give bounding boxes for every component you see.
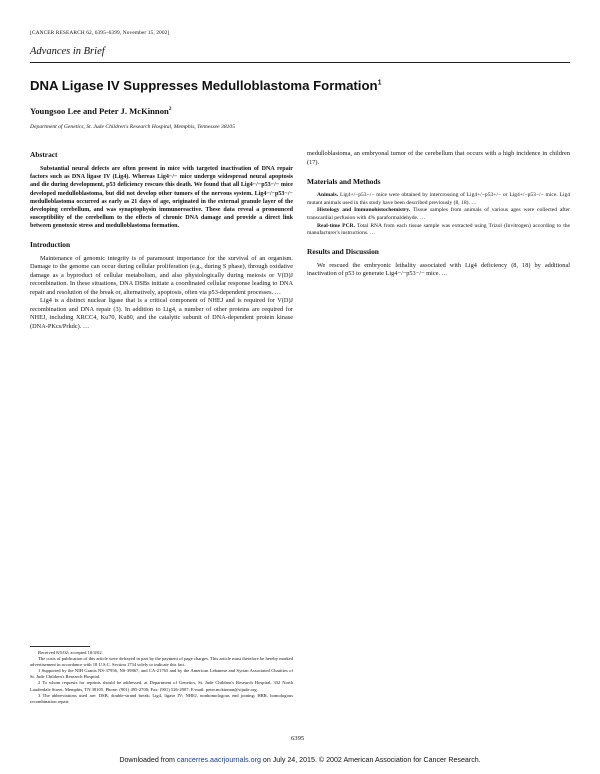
footer-prefix: Downloaded from (119, 756, 175, 764)
journal-citation: [CANCER RESEARCH 62, 6395–6399, November 15, 2002] (30, 30, 170, 36)
footnote-costs: The costs of publication of this article were defrayed in part by the payment of page charges. This article must therefore be hereby marked advertisement in accordance with 18 U.S.C. Section 1734 solely to indicate this fact. (30, 656, 293, 668)
histology-label: Histology and Immunohistochemistry. (317, 207, 411, 214)
continuation-text: medulloblastoma, an embryonal tumor of the cerebellum that occurs with a high incidence in children (17). (307, 150, 570, 166)
page-number: 6395 (291, 735, 305, 742)
histology-text: Tissue samples from animals of various ages were collected after transcardial perfusion with 4% paraformaldehyde. … (307, 207, 570, 221)
abstract-text: Substantial neural defects are often present in mice with targeted inactivation of DNA repair factors such as DNA ligase IV (Lig4). Whereas Lig4−/− mice undergo widespread neural apoptosis and die during development, p53 deficiency rescues this death. We found that all Lig4−/−p53−/− mice developed medulloblastoma, but did not develop other tumors of the nervous system. Lig4−/−p53−/− medulloblastoma occurred as early as 21 days of age, originated in the external granule layer of the developing cerebellum, and was synaptophysin immunoreactive. These data reveal a pronounced susceptibility of the cerebellum to the effects of chronic DNA damage and provide a direct link between genotoxic stress and medulloblastoma formation. (30, 166, 293, 230)
introduction-heading: Introduction (30, 239, 71, 249)
abstract-heading: Abstract (30, 150, 58, 159)
footnote-rule (30, 646, 90, 647)
animals-label: Animals. (317, 192, 339, 199)
histology-paragraph (307, 207, 570, 222)
footnote-3: 3 The abbreviations used are: DSB, double-strand break; Lig4, ligase IV; NHEJ, nonhomologous end joining; HRR, homologous recombination repair. (30, 692, 293, 704)
results-text: We rescued the embryonic lethality associated with Lig4 deficiency (8, 18) by additional inactivation of p53 to generate Lig4−/−p53−/− mice. … (307, 261, 570, 278)
left-column (30, 150, 293, 332)
introduction-paragraph-2: Lig4 is a distinct nuclear ligase that is a critical component of NHEJ and is required for V(D)J recombination and DNA repair (3). In addition to Lig4, a number of other proteins are required for NHEJ, including XRCC4, Ku70, Ku80, and the catalytic subunit of DNA-dependent protein kinase (DNA-PKcs/Prkdc). … (30, 297, 293, 330)
title-text: DNA Ligase IV Suppresses Medulloblastoma Formation (30, 78, 378, 93)
animals-text: Lig4+/−p53−/− mice were obtained by intercrossing of Lig4+/−p53+/− or Lig4+/−p53−/− mice. Lig4 mutant animals used in this study have been described previously (8, 18). … (307, 192, 571, 206)
download-footer (0, 756, 600, 764)
right-column (307, 150, 570, 279)
footnote-2: 2 To whom requests for reprints should be addressed, at Department of Genetics, St. Jude Children's Research Hospital, 332 North Lauderdale Street, Memphis, TN 38105. Phone: (901) 495-2700; Fax: (901) 526-2907; E-mail: peter.mckinnon@stjude.org. (30, 680, 293, 692)
pcr-text: Total RNA from each tissue sample was extracted using Trizol (Invitrogen) according to the manufacturer's instructions. … (307, 222, 570, 237)
footnotes (30, 646, 293, 705)
received-date: Received 8/5/02; accepted 10/4/02. (38, 650, 103, 655)
pcr-paragraph (307, 223, 570, 238)
header-rule (30, 62, 570, 63)
affiliation: Department of Genetics, St. Jude Children's Research Hospital, Memphis, Tennessee 38105 (30, 124, 236, 130)
introduction-paragraph-1: Maintenance of genomic integrity is of paramount importance for the survival of an organism. Damage to the genome can occur during cellular proliferation (e.g., during S phase), through oxidative damage as a byproduct of cellular metabolism, and also physiologically during meiosis or V(D)J recombination. In these situations, DNA DSBs initiate a coordinated cellular response leading to DNA repair and resolution of the break or, alternatively, apoptosis, often via p53-dependent processes. … (30, 254, 293, 296)
author-names: Youngsoo Lee and Peter J. McKinnon (30, 106, 169, 116)
authors (30, 106, 172, 116)
title-footnote-marker: 1 (377, 79, 382, 87)
footer-journal-link[interactable]: cancerres.aacrjournals.org (176, 756, 261, 764)
footer-suffix: on July 24, 2015. © 2002 American Association for Cancer Research. (262, 756, 481, 764)
results-heading: Results and Discussion (307, 246, 379, 256)
footnote-1: 1 Supported by the NIH Grants NS-37956, NS-39867, and CA-21765 and by the American Lebanese and Syrian Associated Charities of St. Jude Children's Research Hospital. (30, 668, 293, 680)
materials-heading: Materials and Methods (307, 177, 381, 187)
paper-title (30, 78, 382, 93)
author-footnote-marker: 2 (168, 106, 172, 113)
pcr-label: Real-time PCR. (317, 222, 355, 229)
animals-paragraph (307, 192, 570, 207)
section-label: Advances in Brief (30, 46, 105, 57)
